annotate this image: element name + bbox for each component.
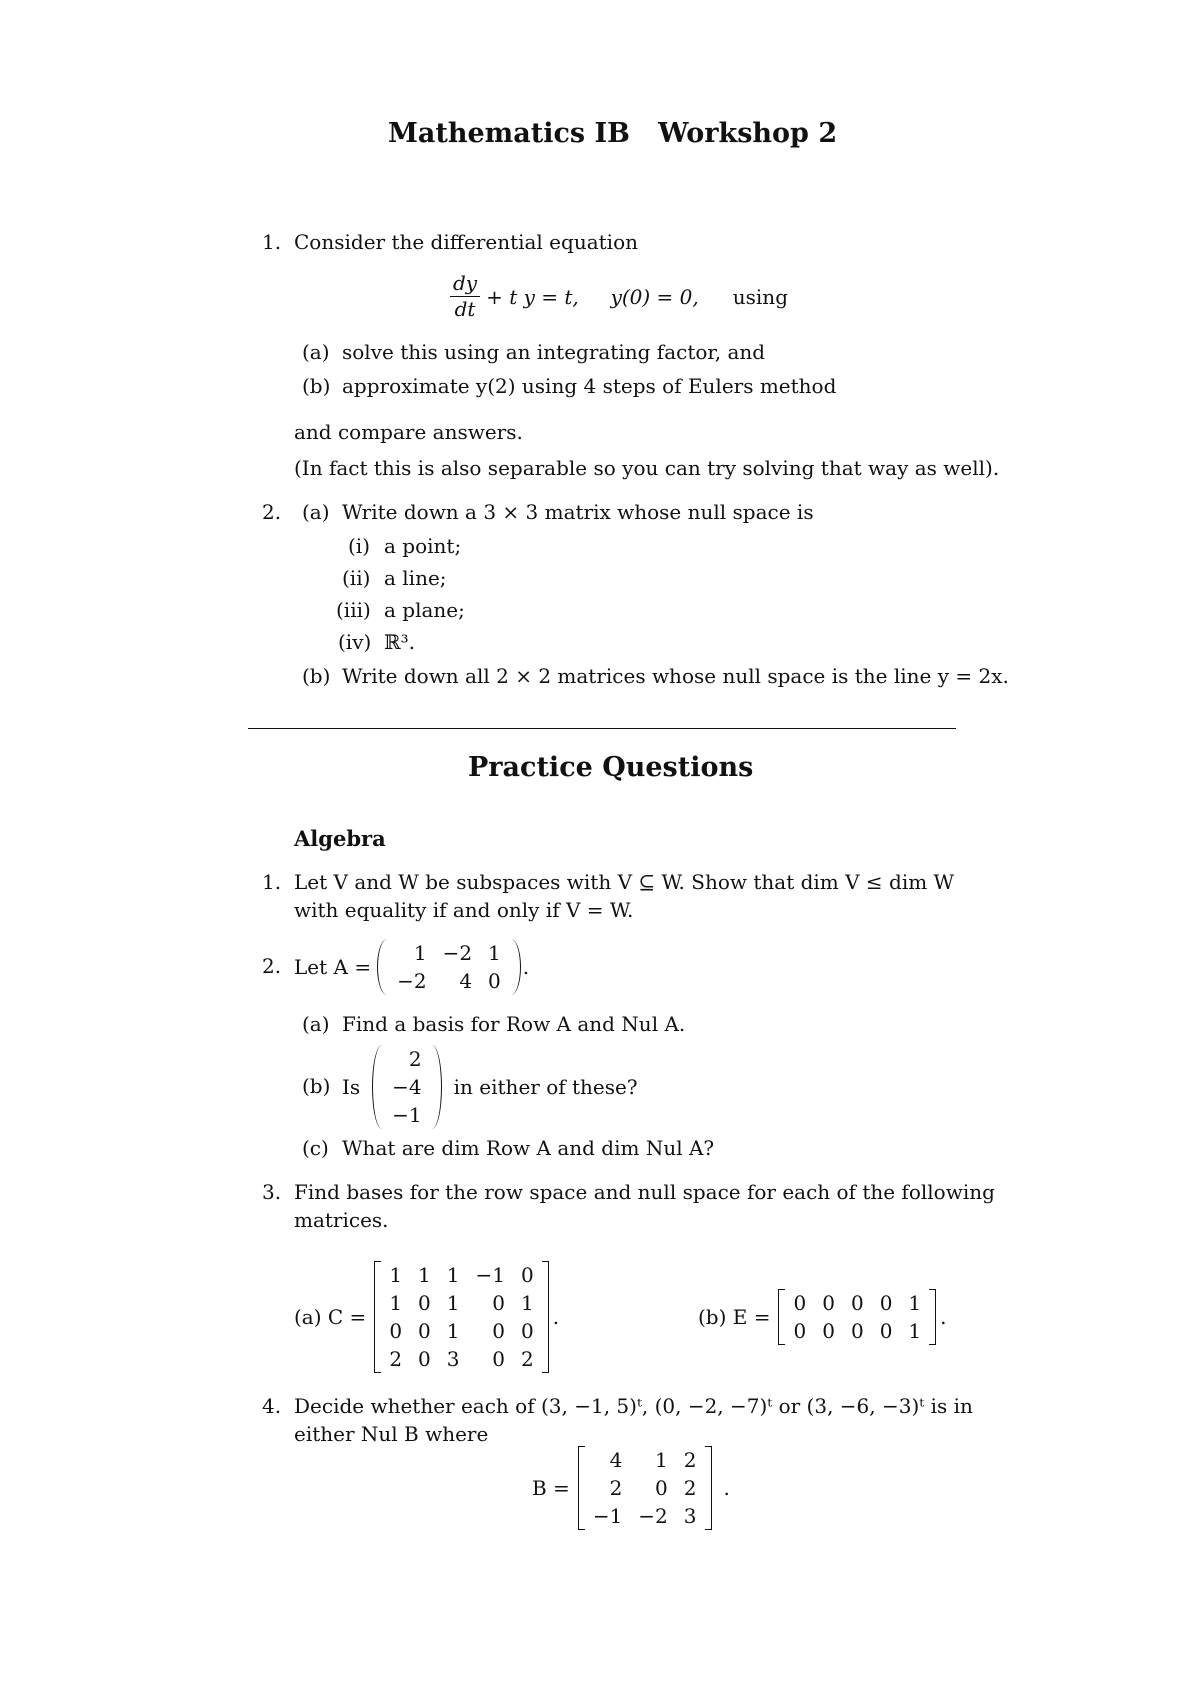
right-bracket — [542, 1261, 549, 1373]
p2b-text: in either of these? — [453, 1075, 638, 1099]
q2-item-label: (ii) — [342, 566, 371, 590]
matrix-cell: 1 — [908, 1291, 922, 1315]
p4-matrix-statement — [532, 1444, 730, 1532]
derivative-numerator: dy — [450, 272, 480, 297]
left-paren — [372, 1045, 384, 1129]
p3b-statement — [698, 1288, 947, 1346]
p2-lead: Let A = — [294, 955, 372, 979]
matrix-cell: 0 — [488, 969, 501, 993]
matrix-cell: 0 — [655, 1476, 668, 1500]
left-bracket — [778, 1289, 785, 1345]
matrix-cell: 0 — [492, 1319, 505, 1343]
p2b-label: (b) — [302, 1074, 331, 1098]
matrix-E-table — [785, 1289, 929, 1345]
matrix-cell: 0 — [521, 1263, 534, 1287]
matrix-cell: 4 — [609, 1448, 623, 1472]
matrix-row — [585, 1446, 705, 1474]
page-title: Mathematics IB Workshop 2 — [388, 118, 838, 149]
vector-b-table — [384, 1045, 429, 1129]
matrix-cell: 0 — [492, 1291, 505, 1315]
p3a-lead: (a) C = — [294, 1305, 367, 1329]
q1-compare: and compare answers. — [294, 420, 523, 444]
q2-item-text: ℝ³. — [384, 630, 415, 654]
section-divider — [248, 728, 956, 729]
matrix-row — [381, 1289, 541, 1317]
p2-number: 2. — [262, 954, 282, 978]
q2-item-text: a point; — [384, 534, 462, 558]
matrix-cell: −2 — [397, 969, 427, 993]
matrix-cell: 1 — [389, 1291, 403, 1315]
right-bracket — [705, 1446, 712, 1530]
q2a-label: (a) — [302, 500, 330, 524]
matrix-cell: 1 — [521, 1291, 534, 1315]
matrix-row — [585, 1502, 705, 1530]
left-bracket — [578, 1446, 585, 1530]
practice-heading: Practice Questions — [468, 752, 754, 783]
q2-item-label: (iv) — [338, 630, 372, 654]
q1-equation — [450, 272, 788, 321]
matrix-row — [381, 1345, 541, 1373]
q1a-text: solve this using an integrating factor, and — [342, 340, 766, 364]
q1a-label: (a) — [302, 340, 330, 364]
p1-line1: Let V and W be subspaces with V ⊆ W. Show that dim V ≤ dim W — [294, 870, 955, 894]
p4-number: 4. — [262, 1394, 282, 1418]
q1-number: 1. — [262, 230, 282, 254]
p4-line1: Decide whether each of (3, −1, 5)ᵗ, (0, −2, −7)ᵗ or (3, −6, −3)ᵗ is in — [294, 1394, 973, 1418]
q2-item-label: (i) — [348, 534, 371, 558]
matrix-cell: 0 — [879, 1291, 893, 1315]
matrix-cell: 3 — [683, 1504, 697, 1528]
matrix-cell: 0 — [418, 1291, 431, 1315]
q1b-label: (b) — [302, 374, 331, 398]
matrix-cell: 2 — [389, 1347, 403, 1371]
matrix-cell: 2 — [521, 1347, 534, 1371]
matrix-cell: −2 — [638, 1504, 668, 1528]
p3b-lead: (b) E = — [698, 1305, 771, 1329]
matrix-cell: 0 — [418, 1347, 431, 1371]
matrix-row — [381, 1261, 541, 1289]
matrix-cell: 1 — [908, 1319, 922, 1343]
right-bracket — [929, 1289, 936, 1345]
matrix-B — [578, 1446, 712, 1530]
p2a-label: (a) — [302, 1012, 330, 1036]
p3a-statement — [294, 1260, 559, 1374]
matrix-cell: 0 — [822, 1291, 835, 1315]
p4-lead: B = — [532, 1476, 570, 1500]
p2b-statement — [342, 1040, 638, 1134]
matrix-cell: −1 — [392, 1103, 422, 1127]
matrix-cell: 0 — [822, 1319, 835, 1343]
matrix-cell: 1 — [389, 1263, 403, 1287]
derivative-fraction — [450, 272, 480, 321]
p2-tail: . — [522, 955, 530, 979]
matrix-row — [389, 967, 509, 995]
p2c-text: What are dim Row A and dim Nul A? — [342, 1136, 715, 1160]
matrix-cell: 1 — [418, 1263, 431, 1287]
matrix-E — [778, 1289, 936, 1345]
matrix-cell: 1 — [446, 1263, 460, 1287]
matrix-A-table — [389, 939, 509, 995]
equation-using: using — [732, 284, 788, 309]
matrix-row — [381, 1317, 541, 1345]
matrix-cell: 0 — [850, 1291, 864, 1315]
q2a-text: Write down a 3 × 3 matrix whose null space is — [342, 500, 814, 524]
matrix-cell: 2 — [408, 1047, 422, 1071]
q2-item-label: (iii) — [336, 598, 371, 622]
matrix-row — [384, 1101, 429, 1129]
q2-item-text: a plane; — [384, 598, 465, 622]
matrix-row — [785, 1289, 929, 1317]
matrix-B-table — [585, 1446, 705, 1530]
matrix-row — [585, 1474, 705, 1502]
matrix-cell: 0 — [492, 1347, 505, 1371]
matrix-C-table — [381, 1261, 541, 1373]
matrix-cell: −1 — [592, 1504, 623, 1528]
q2b-label: (b) — [302, 664, 331, 688]
p1-number: 1. — [262, 870, 282, 894]
matrix-cell: 4 — [459, 969, 473, 993]
p3b-tail: . — [940, 1305, 947, 1329]
matrix-cell: 0 — [793, 1319, 807, 1343]
p3-line2: matrices. — [294, 1208, 389, 1232]
q2-number: 2. — [262, 500, 282, 524]
p2b-lead: Is — [342, 1075, 361, 1099]
algebra-subheading: Algebra — [294, 826, 386, 851]
matrix-cell: 1 — [446, 1319, 460, 1343]
matrix-row — [389, 939, 509, 967]
matrix-cell: 1 — [488, 941, 501, 965]
matrix-cell: 1 — [446, 1291, 460, 1315]
p2-statement — [294, 930, 529, 1004]
p3-number: 3. — [262, 1180, 282, 1204]
matrix-cell: 2 — [609, 1476, 623, 1500]
q1b-text: approximate y(2) using 4 steps of Eulers method — [342, 374, 837, 398]
p1-line2: with equality if and only if V = W. — [294, 898, 634, 922]
q2b-text: Write down all 2 × 2 matrices whose null space is the line y = 2x. — [342, 664, 1009, 688]
p2c-label: (c) — [302, 1136, 329, 1160]
p3-line1: Find bases for the row space and null space for each of the following — [294, 1180, 995, 1204]
equation-rest: + t y = t, y(0) = 0, — [486, 284, 699, 309]
matrix-A — [377, 939, 521, 995]
derivative-denominator: dt — [454, 297, 476, 321]
q1-intro: Consider the differential equation — [294, 230, 638, 254]
matrix-cell: 0 — [793, 1291, 807, 1315]
left-paren — [377, 939, 389, 995]
matrix-cell: 2 — [683, 1476, 697, 1500]
right-paren — [430, 1045, 442, 1129]
matrix-cell: −2 — [442, 941, 473, 965]
q2-item-text: a line; — [384, 566, 447, 590]
matrix-row — [384, 1073, 429, 1101]
right-paren — [509, 939, 521, 995]
matrix-cell: 0 — [521, 1319, 534, 1343]
p4-line2: either Nul B where — [294, 1422, 489, 1446]
matrix-cell: 2 — [683, 1448, 697, 1472]
left-bracket — [374, 1261, 381, 1373]
matrix-cell: 0 — [389, 1319, 403, 1343]
matrix-cell: −1 — [475, 1263, 505, 1287]
matrix-cell: 0 — [850, 1319, 864, 1343]
matrix-cell: 1 — [655, 1448, 668, 1472]
matrix-cell: −4 — [392, 1075, 422, 1099]
p2a-text: Find a basis for Row A and Nul A. — [342, 1012, 686, 1036]
matrix-row — [785, 1317, 929, 1345]
p3a-tail: . — [552, 1305, 560, 1329]
matrix-row — [384, 1045, 429, 1073]
matrix-cell: 1 — [413, 941, 427, 965]
matrix-cell: 0 — [418, 1319, 431, 1343]
matrix-C — [374, 1261, 548, 1373]
matrix-cell: 0 — [879, 1319, 893, 1343]
q1-note: (In fact this is also separable so you can try solving that way as well). — [294, 456, 1000, 480]
matrix-cell: 3 — [446, 1347, 460, 1371]
vector-b — [372, 1045, 441, 1129]
p4-tail: . — [723, 1476, 730, 1500]
